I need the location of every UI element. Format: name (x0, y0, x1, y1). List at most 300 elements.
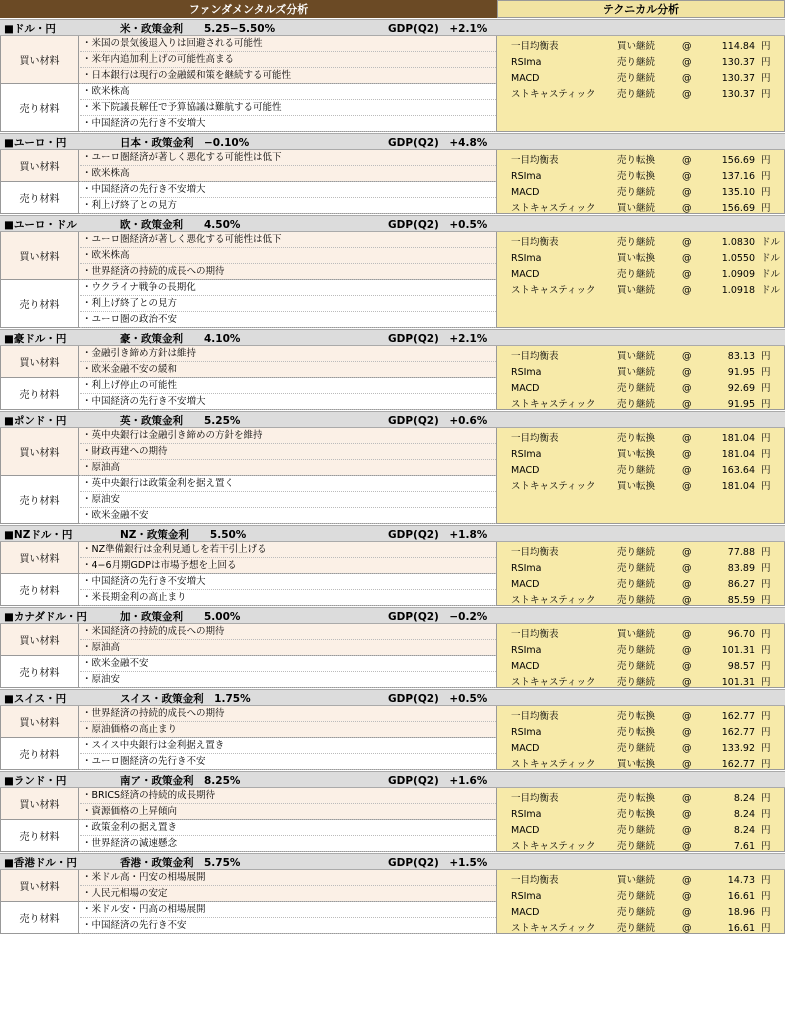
price: 91.95 (727, 399, 755, 410)
buy-factors (1, 150, 496, 182)
sell-factor-item: ・欧米金融不安 (80, 508, 496, 524)
at-sign: @ (682, 547, 692, 558)
currency-section (0, 133, 785, 214)
signal: 売り継続 (617, 547, 656, 558)
price: 92.69 (727, 383, 755, 394)
indicator-name: MACD (511, 73, 540, 84)
section-header (0, 607, 785, 624)
technical-row (497, 251, 785, 267)
sell-factor-item: ・欧米金融不安 (80, 656, 496, 672)
sell-label: 売り材料 (1, 820, 79, 851)
technical-body (497, 346, 785, 410)
price-unit: 円 (761, 579, 771, 590)
currency-pair: ■豪ドル・円 (4, 333, 67, 345)
price: 114.84 (721, 41, 755, 52)
signal: 売り転換 (617, 433, 656, 444)
gdp-growth: GDP(Q2) +0.6% (388, 415, 488, 427)
policy-rate: 加・政策金利 5.00% (120, 611, 241, 623)
indicator-name: RSIma (511, 563, 542, 574)
price-unit: 円 (761, 891, 771, 902)
technical-row (497, 235, 785, 251)
currency-section (0, 215, 785, 328)
price-unit: 円 (761, 841, 771, 852)
sell-factors (1, 378, 496, 410)
technical-row (497, 87, 785, 103)
signal: 売り継続 (617, 89, 656, 100)
price: 8.24 (733, 809, 755, 820)
sell-factor-item: ・中国経済の先行き不安増大 (80, 182, 496, 198)
technical-row (497, 659, 785, 675)
price-unit: ドル (761, 237, 781, 248)
sell-label: 売り材料 (1, 476, 79, 523)
sell-label: 売り材料 (1, 656, 79, 687)
price: 156.69 (721, 155, 755, 166)
at-sign: @ (682, 351, 692, 362)
indicator-name: ストキャスティック (511, 923, 596, 934)
section-header (0, 215, 785, 232)
sell-factors (1, 656, 496, 688)
at-sign: @ (682, 383, 692, 394)
sell-factor-item: ・原油安 (80, 672, 496, 688)
signal: 買い転換 (617, 759, 656, 770)
currency-pair: ■カナダドル・円 (4, 611, 87, 623)
sell-factors (1, 476, 496, 524)
sell-factor-item: ・欧米株高 (80, 84, 496, 100)
buy-factor-item: ・金融引き締め方針は維持 (80, 346, 496, 362)
fundamental-body (0, 542, 497, 606)
buy-factor-item: ・原油高 (80, 460, 496, 476)
signal: 売り継続 (617, 825, 656, 836)
signal: 買い継続 (617, 875, 656, 886)
indicator-name: ストキャスティック (511, 399, 596, 410)
price-unit: 円 (761, 171, 771, 182)
price: 8.24 (733, 793, 755, 804)
policy-rate: NZ・政策金利 5.50% (120, 529, 247, 541)
fundamental-body (0, 870, 497, 934)
indicator-name: ストキャスティック (511, 285, 596, 296)
sell-factors (1, 574, 496, 606)
policy-rate: スイス・政策金利 1.75% (120, 693, 251, 705)
sell-factor-item: ・世界経済の減速懸念 (80, 836, 496, 852)
technical-row (497, 921, 785, 937)
signal: 売り転換 (617, 809, 656, 820)
sell-factor-item: ・スイス中央銀行は金利据え置き (80, 738, 496, 754)
technical-body (497, 428, 785, 524)
currency-section (0, 329, 785, 410)
signal: 買い転換 (617, 481, 656, 492)
buy-factor-item: ・欧米株高 (80, 248, 496, 264)
fundamental-header: ファンダメンタルズ分析 (0, 0, 497, 18)
buy-factor-item: ・欧米金融不安の緩和 (80, 362, 496, 378)
price: 7.61 (733, 841, 755, 852)
currency-pair: ■ランド・円 (4, 775, 67, 787)
section-header (0, 771, 785, 788)
price: 14.73 (727, 875, 755, 886)
price-unit: 円 (761, 383, 771, 394)
price: 130.37 (721, 57, 755, 68)
currency-section (0, 853, 785, 934)
indicator-name: MACD (511, 187, 540, 198)
policy-rate: 日本・政策金利 −0.10% (120, 137, 250, 149)
price: 85.59 (727, 595, 755, 606)
price-unit: 円 (761, 645, 771, 656)
sell-factors (1, 182, 496, 214)
signal: 買い継続 (617, 351, 656, 362)
price-unit: 円 (761, 727, 771, 738)
buy-label: 買い材料 (1, 150, 79, 181)
signal: 売り継続 (617, 907, 656, 918)
buy-factor-item: ・人民元相場の安定 (80, 886, 496, 902)
technical-row (497, 479, 785, 495)
sell-label: 売り材料 (1, 738, 79, 769)
indicator-name: RSIma (511, 253, 542, 264)
buy-factor-item: ・財政再建への期待 (80, 444, 496, 460)
signal: 売り継続 (617, 891, 656, 902)
at-sign: @ (682, 57, 692, 68)
price: 130.37 (721, 89, 755, 100)
at-sign: @ (682, 727, 692, 738)
price-unit: 円 (761, 923, 771, 934)
indicator-name: RSIma (511, 809, 542, 820)
at-sign: @ (682, 187, 692, 198)
signal: 買い継続 (617, 203, 656, 214)
gdp-growth: GDP(Q2) +1.8% (388, 529, 488, 541)
at-sign: @ (682, 661, 692, 672)
gdp-growth: GDP(Q2) +0.5% (388, 693, 488, 705)
section-header (0, 19, 785, 36)
indicator-name: 一目均衡表 (511, 793, 559, 804)
section-header (0, 853, 785, 870)
technical-row (497, 791, 785, 807)
indicator-name: ストキャスティック (511, 481, 596, 492)
buy-factors (1, 428, 496, 476)
buy-label: 買い材料 (1, 346, 79, 377)
technical-row (497, 349, 785, 365)
signal: 売り継続 (617, 743, 656, 754)
buy-label: 買い材料 (1, 624, 79, 655)
at-sign: @ (682, 629, 692, 640)
indicator-name: MACD (511, 661, 540, 672)
sell-factors (1, 84, 496, 132)
price-unit: 円 (761, 743, 771, 754)
currency-pair: ■スイス・円 (4, 693, 67, 705)
fundamental-body (0, 36, 497, 132)
section-header (0, 689, 785, 706)
sell-label: 売り材料 (1, 574, 79, 605)
price: 162.77 (721, 759, 755, 770)
buy-factor-item: ・日本銀行は現行の金融緩和策を継続する可能性 (80, 68, 496, 84)
signal: 売り転換 (617, 155, 656, 166)
technical-row (497, 55, 785, 71)
buy-factors (1, 624, 496, 656)
indicator-name: RSIma (511, 645, 542, 656)
fundamental-body (0, 232, 497, 328)
indicator-name: 一目均衡表 (511, 237, 559, 248)
price: 130.37 (721, 73, 755, 84)
policy-rate: 香港・政策金利 5.75% (120, 857, 241, 869)
signal: 売り継続 (617, 563, 656, 574)
indicator-name: MACD (511, 383, 540, 394)
currency-pair: ■NZドル・円 (4, 529, 73, 541)
price-unit: 円 (761, 367, 771, 378)
price-unit: 円 (761, 203, 771, 214)
sell-factor-item: ・米長期金利の高止まり (80, 590, 496, 606)
price-unit: 円 (761, 563, 771, 574)
at-sign: @ (682, 759, 692, 770)
at-sign: @ (682, 155, 692, 166)
buy-factor-item: ・ユーロ圏経済が著しく悪化する可能性は低下 (80, 232, 496, 248)
signal: 売り継続 (617, 579, 656, 590)
price-unit: 円 (761, 89, 771, 100)
sell-factor-item: ・ユーロ圏の政治不安 (80, 312, 496, 328)
price: 135.10 (721, 187, 755, 198)
indicator-name: MACD (511, 825, 540, 836)
sell-factor-item: ・中国経済の先行き不安増大 (80, 574, 496, 590)
indicator-name: RSIma (511, 891, 542, 902)
technical-body (497, 150, 785, 214)
signal: 売り継続 (617, 73, 656, 84)
sell-factors (1, 820, 496, 852)
indicator-name: ストキャスティック (511, 677, 596, 688)
currency-pair: ■香港ドル・円 (4, 857, 77, 869)
buy-label: 買い材料 (1, 428, 79, 475)
indicator-name: RSIma (511, 57, 542, 68)
technical-header: テクニカル分析 (497, 0, 785, 18)
buy-factors (1, 542, 496, 574)
technical-row (497, 561, 785, 577)
sell-label: 売り材料 (1, 280, 79, 327)
buy-factor-item: ・NZ準備銀行は金利見通しを若干引上げる (80, 542, 496, 558)
gdp-growth: GDP(Q2) +1.6% (388, 775, 488, 787)
at-sign: @ (682, 73, 692, 84)
technical-row (497, 153, 785, 169)
policy-rate: 米・政策金利 5.25−5.50% (120, 23, 276, 35)
buy-factors (1, 36, 496, 84)
signal: 買い転換 (617, 253, 656, 264)
price: 16.61 (727, 923, 755, 934)
signal: 売り転換 (617, 711, 656, 722)
buy-factors (1, 788, 496, 820)
signal: 売り継続 (617, 465, 656, 476)
price: 91.95 (727, 367, 755, 378)
indicator-name: MACD (511, 743, 540, 754)
at-sign: @ (682, 237, 692, 248)
sell-factor-item: ・中国経済の先行き不安増大 (80, 116, 496, 132)
sell-factor-item: ・英中央銀行は政策金利を据え置く (80, 476, 496, 492)
price: 133.92 (721, 743, 755, 754)
technical-row (497, 39, 785, 55)
indicator-name: MACD (511, 907, 540, 918)
price-unit: 円 (761, 433, 771, 444)
signal: 売り継続 (617, 841, 656, 852)
policy-rate: 豪・政策金利 4.10% (120, 333, 241, 345)
price-unit: 円 (761, 481, 771, 492)
signal: 売り継続 (617, 595, 656, 606)
currency-pair: ■ポンド・円 (4, 415, 67, 427)
indicator-name: RSIma (511, 171, 542, 182)
fundamental-body (0, 150, 497, 214)
signal: 売り継続 (617, 399, 656, 410)
fundamental-body (0, 346, 497, 410)
indicator-name: MACD (511, 465, 540, 476)
buy-label: 買い材料 (1, 870, 79, 901)
signal: 売り転換 (617, 793, 656, 804)
signal: 売り継続 (617, 677, 656, 688)
indicator-name: 一目均衡表 (511, 875, 559, 886)
sell-factor-item: ・中国経済の先行き不安 (80, 918, 496, 934)
technical-body (497, 870, 785, 934)
price-unit: 円 (761, 809, 771, 820)
signal: 売り継続 (617, 383, 656, 394)
price-unit: 円 (761, 629, 771, 640)
at-sign: @ (682, 579, 692, 590)
technical-row (497, 905, 785, 921)
currency-section (0, 607, 785, 688)
price-unit: 円 (761, 825, 771, 836)
indicator-name: RSIma (511, 449, 542, 460)
technical-body (497, 542, 785, 606)
price-unit: 円 (761, 711, 771, 722)
signal: 買い転換 (617, 449, 656, 460)
buy-factors (1, 870, 496, 902)
price: 101.31 (721, 645, 755, 656)
buy-factor-item: ・資源価格の上昇傾向 (80, 804, 496, 820)
price-unit: 円 (761, 875, 771, 886)
indicator-name: ストキャスティック (511, 759, 596, 770)
indicator-name: ストキャスティック (511, 841, 596, 852)
price-unit: 円 (761, 677, 771, 688)
policy-rate: 南ア・政策金利 8.25% (120, 775, 241, 787)
sell-factor-item: ・政策金利の据え置き (80, 820, 496, 836)
signal: 売り継続 (617, 923, 656, 934)
price: 16.61 (727, 891, 755, 902)
sell-factors (1, 738, 496, 770)
technical-body (497, 706, 785, 770)
price: 181.04 (721, 449, 755, 460)
at-sign: @ (682, 433, 692, 444)
indicator-name: RSIma (511, 367, 542, 378)
fundamental-body (0, 706, 497, 770)
price: 162.77 (721, 727, 755, 738)
sell-factor-item: ・ユーロ圏経済の先行き不安 (80, 754, 496, 770)
signal: 買い継続 (617, 367, 656, 378)
at-sign: @ (682, 875, 692, 886)
at-sign: @ (682, 645, 692, 656)
price: 1.0550 (721, 253, 755, 264)
price-unit: 円 (761, 661, 771, 672)
price: 96.70 (727, 629, 755, 640)
price: 98.57 (727, 661, 755, 672)
technical-row (497, 643, 785, 659)
currency-section (0, 525, 785, 606)
at-sign: @ (682, 891, 692, 902)
technical-row (497, 185, 785, 201)
price: 181.04 (721, 433, 755, 444)
buy-factor-item: ・原油価格の高止まり (80, 722, 496, 738)
indicator-name: 一目均衡表 (511, 547, 559, 558)
sell-factor-item: ・利上げ停止の可能性 (80, 378, 496, 394)
signal: 売り継続 (617, 645, 656, 656)
price: 137.16 (721, 171, 755, 182)
price-unit: 円 (761, 187, 771, 198)
price: 83.89 (727, 563, 755, 574)
currency-section (0, 411, 785, 524)
sell-factor-item: ・ウクライナ戦争の長期化 (80, 280, 496, 296)
at-sign: @ (682, 907, 692, 918)
at-sign: @ (682, 481, 692, 492)
sell-factor-item: ・原油安 (80, 492, 496, 508)
price-unit: 円 (761, 465, 771, 476)
price: 1.0918 (721, 285, 755, 296)
fundamental-body (0, 428, 497, 524)
sell-label: 売り材料 (1, 902, 79, 933)
indicator-name: 一目均衡表 (511, 41, 559, 52)
signal: 売り継続 (617, 57, 656, 68)
section-header (0, 329, 785, 346)
buy-factors (1, 346, 496, 378)
buy-factor-item: ・英中央銀行は金融引き締めの方針を維持 (80, 428, 496, 444)
sell-label: 売り材料 (1, 378, 79, 409)
price: 163.64 (721, 465, 755, 476)
technical-body (497, 624, 785, 688)
signal: 買い継続 (617, 41, 656, 52)
technical-row (497, 545, 785, 561)
indicator-name: 一目均衡表 (511, 711, 559, 722)
price: 101.31 (721, 677, 755, 688)
price: 1.0909 (721, 269, 755, 280)
gdp-growth: GDP(Q2) +2.1% (388, 23, 488, 35)
technical-body (497, 232, 785, 328)
at-sign: @ (682, 923, 692, 934)
technical-row (497, 463, 785, 479)
price: 8.24 (733, 825, 755, 836)
currency-pair: ■ユーロ・円 (4, 137, 67, 149)
gdp-growth: GDP(Q2) +2.1% (388, 333, 488, 345)
at-sign: @ (682, 171, 692, 182)
price-unit: 円 (761, 907, 771, 918)
price: 83.13 (727, 351, 755, 362)
technical-row (497, 283, 785, 299)
technical-row (497, 823, 785, 839)
signal: 売り転換 (617, 727, 656, 738)
sell-factors (1, 902, 496, 934)
policy-rate: 英・政策金利 5.25% (120, 415, 241, 427)
currency-section (0, 19, 785, 132)
gdp-growth: GDP(Q2) −0.2% (388, 611, 488, 623)
price: 77.88 (727, 547, 755, 558)
price: 162.77 (721, 711, 755, 722)
price-unit: 円 (761, 351, 771, 362)
price-unit: 円 (761, 793, 771, 804)
price: 156.69 (721, 203, 755, 214)
gdp-growth: GDP(Q2) +4.8% (388, 137, 488, 149)
technical-row (497, 725, 785, 741)
at-sign: @ (682, 203, 692, 214)
buy-label: 買い材料 (1, 232, 79, 279)
indicator-name: 一目均衡表 (511, 155, 559, 166)
price-unit: 円 (761, 57, 771, 68)
at-sign: @ (682, 367, 692, 378)
signal: 売り転換 (617, 171, 656, 182)
price-unit: 円 (761, 449, 771, 460)
indicator-name: ストキャスティック (511, 203, 596, 214)
price: 1.0830 (721, 237, 755, 248)
buy-factor-item: ・米ドル高・円安の相場展開 (80, 870, 496, 886)
price-unit: 円 (761, 73, 771, 84)
at-sign: @ (682, 465, 692, 476)
buy-label: 買い材料 (1, 36, 79, 83)
price-unit: 円 (761, 595, 771, 606)
